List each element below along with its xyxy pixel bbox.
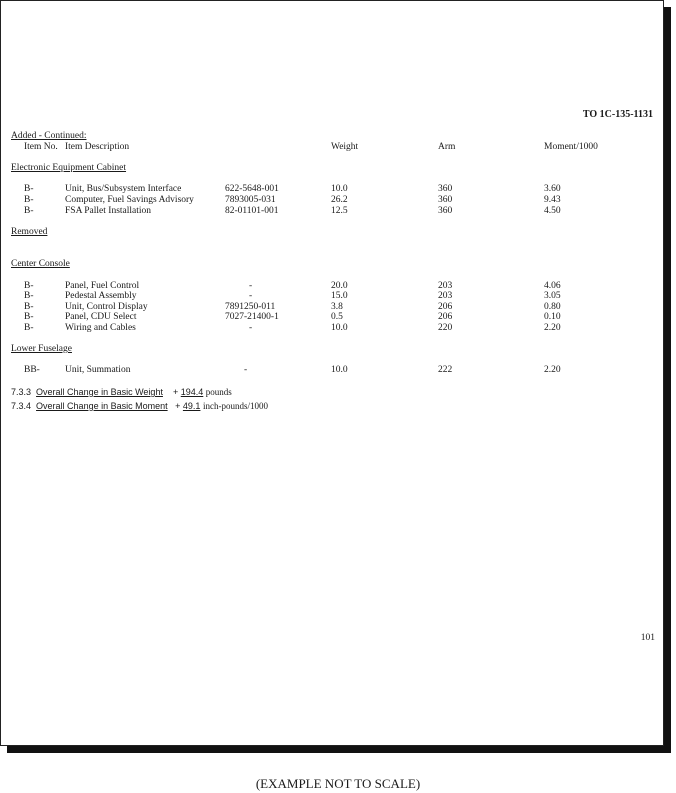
document-id: TO 1C-135-1131	[582, 109, 653, 120]
row-part-number: 82-01101-001	[225, 206, 279, 216]
row-weight: 10.0	[331, 365, 348, 375]
column-header-arm: Arm	[438, 142, 456, 152]
row-arm: 222	[438, 365, 453, 375]
row-moment: 0.10	[544, 312, 561, 322]
row-part-number: -	[249, 291, 253, 301]
section-title-removed: Removed	[11, 227, 48, 237]
row-part-number: 7891250-011	[225, 302, 276, 312]
summary-sign: +	[175, 401, 181, 411]
column-header-item-no: Item No.	[24, 142, 58, 152]
row-moment: 3.60	[544, 184, 561, 194]
section-title-lower-fuselage: Lower Fuselage	[11, 344, 72, 354]
row-description: Wiring and Cables	[65, 323, 136, 333]
row-weight: 20.0	[331, 281, 348, 291]
row-description: Unit, Control Display	[65, 302, 148, 312]
row-arm: 203	[438, 281, 453, 291]
row-code: B-	[24, 184, 34, 194]
row-moment: 4.06	[544, 281, 561, 291]
summary-number: 7.3.4	[11, 401, 32, 411]
row-description: Panel, CDU Select	[65, 312, 137, 322]
row-code: B-	[24, 291, 34, 301]
row-part-number: 7027-21400-1	[225, 312, 279, 322]
row-weight: 10.0	[331, 184, 348, 194]
row-moment: 4.50	[544, 206, 561, 216]
row-arm: 206	[438, 312, 453, 322]
row-arm: 360	[438, 195, 453, 205]
row-description: Unit, Summation	[65, 365, 131, 375]
section-title-center-console: Center Console	[11, 259, 70, 269]
column-header-item-description: Item Description	[65, 142, 130, 152]
row-moment: 0.80	[544, 302, 561, 312]
row-moment: 2.20	[544, 323, 561, 333]
row-arm: 203	[438, 291, 453, 301]
page-number: 101	[640, 633, 655, 643]
row-weight: 12.5	[331, 206, 348, 216]
row-code: B-	[24, 302, 34, 312]
summary-basic-moment	[11, 401, 268, 411]
column-header-weight: Weight	[331, 142, 359, 152]
row-arm: 206	[438, 302, 453, 312]
summary-label: Overall Change in Basic Weight	[36, 387, 163, 397]
row-part-number: 622-5648-001	[225, 184, 279, 194]
section-title-electronic-equipment-cabinet: Electronic Equipment Cabinet	[11, 163, 127, 173]
summary-label: Overall Change in Basic Moment	[36, 401, 168, 411]
row-code: BB-	[24, 365, 40, 375]
row-code: B-	[24, 195, 34, 205]
summary-unit: inch-pounds/1000	[202, 401, 268, 411]
row-moment: 2.20	[544, 365, 561, 375]
row-code: B-	[24, 323, 34, 333]
row-weight: 26.2	[331, 195, 348, 205]
row-weight: 10.0	[331, 323, 348, 333]
row-arm: 360	[438, 206, 453, 216]
row-description: Computer, Fuel Savings Advisory	[65, 195, 194, 205]
summary-value: 49.1	[182, 401, 201, 411]
summary-sign: +	[172, 387, 179, 397]
row-part-number: 7893005-031	[225, 195, 276, 205]
row-description: Pedestal Assembly	[65, 291, 137, 301]
row-weight: 15.0	[331, 291, 348, 301]
row-description: FSA Pallet Installation	[65, 206, 152, 216]
summary-value: 194.4	[180, 387, 204, 397]
summary-basic-weight	[11, 387, 232, 397]
row-arm: 360	[438, 184, 453, 194]
row-description: Panel, Fuel Control	[65, 281, 140, 291]
row-weight: 3.8	[331, 302, 343, 312]
figure-caption: (EXAMPLE NOT TO SCALE)	[255, 776, 421, 791]
added-continued-title: Added - Continued:	[11, 131, 87, 141]
row-code: B-	[24, 281, 34, 291]
summary-number: 7.3.3	[11, 387, 32, 397]
row-moment: 3.05	[544, 291, 561, 301]
row-code: B-	[24, 312, 34, 322]
row-weight: 0.5	[331, 312, 343, 322]
row-moment: 9.43	[544, 195, 561, 205]
summary-unit: pounds	[205, 387, 232, 397]
row-description: Unit, Bus/Subsystem Interface	[65, 184, 182, 194]
row-part-number: -	[249, 323, 253, 333]
row-part-number: -	[244, 365, 248, 375]
column-header-moment: Moment/1000	[544, 142, 598, 152]
row-arm: 220	[438, 323, 453, 333]
row-code: B-	[24, 206, 34, 216]
row-part-number: -	[249, 281, 253, 291]
